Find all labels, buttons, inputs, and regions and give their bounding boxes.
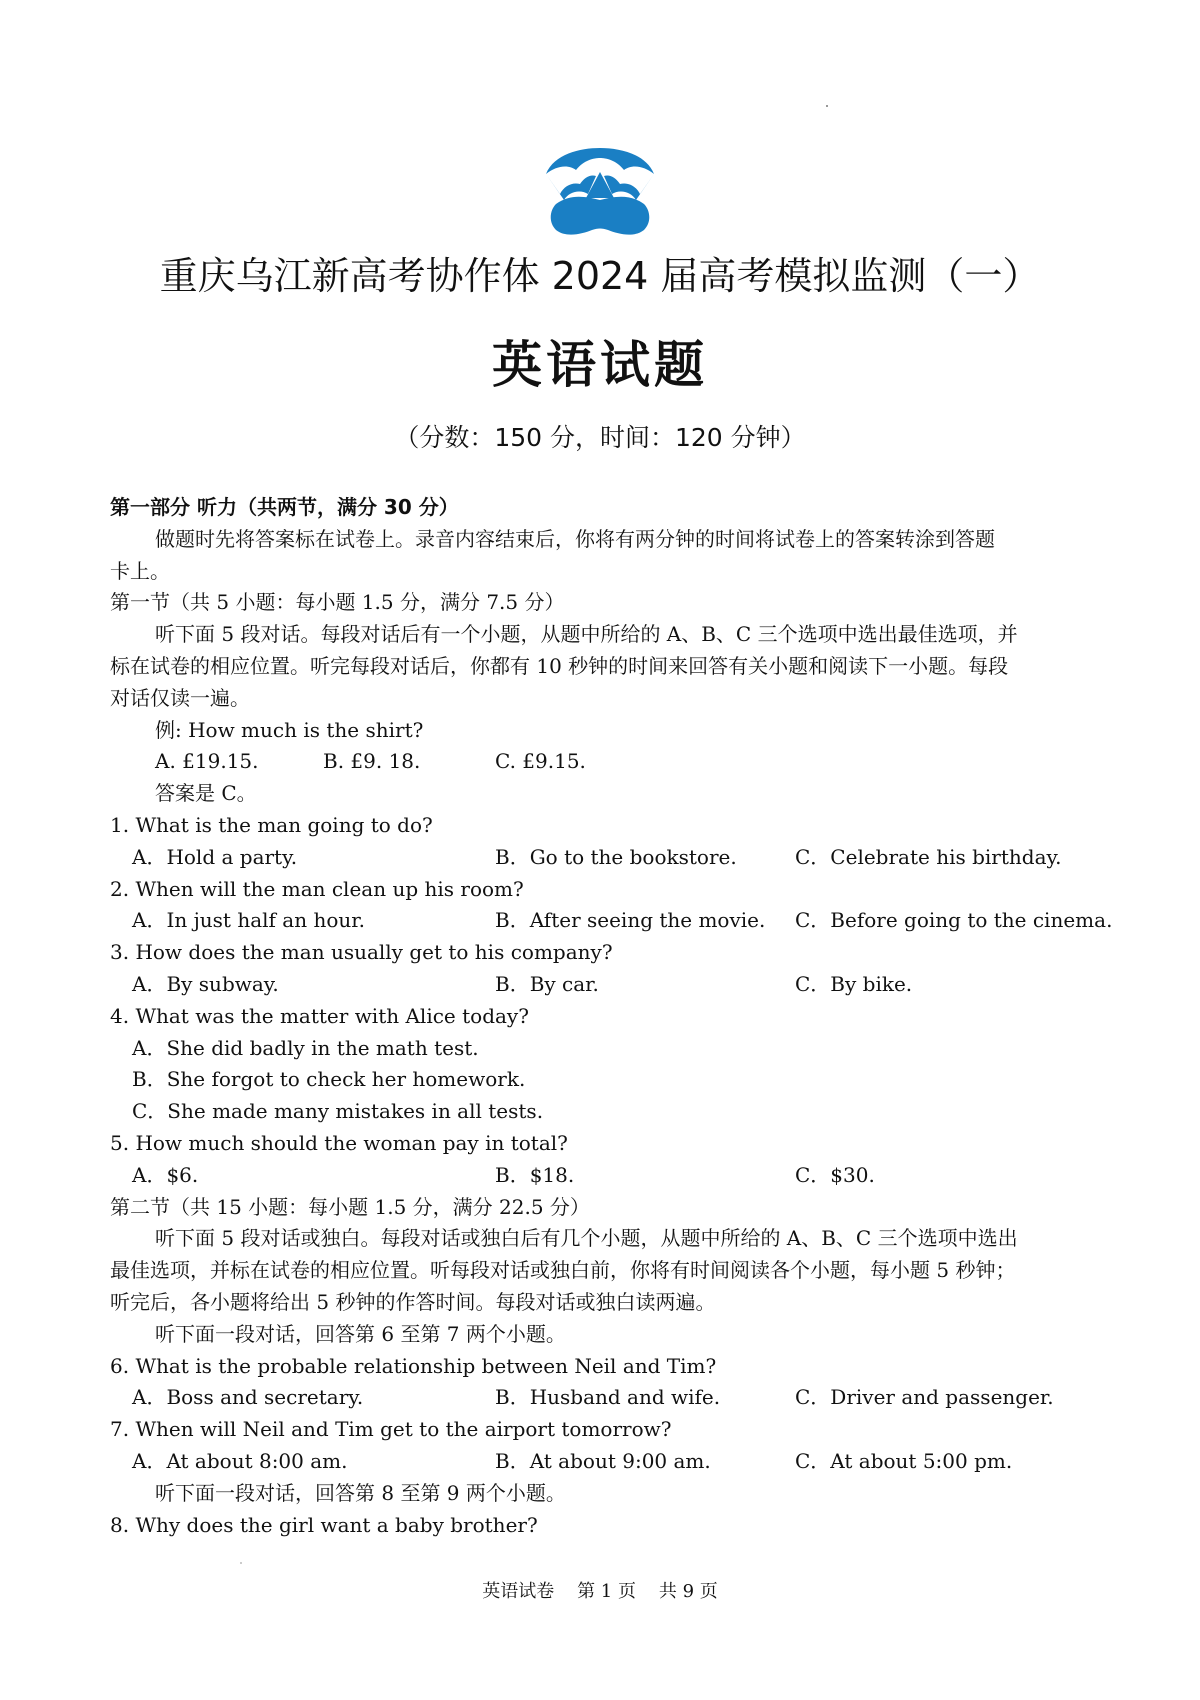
- question-5: 5. How much should the woman pay in total?: [110, 1130, 568, 1155]
- part1-intro: 做题时先将答案标在试卷上。录音内容结束后，你将有两分钟的时间将试卷上的答案转涂到答题: [155, 526, 995, 551]
- example-options: [110, 746, 1100, 778]
- q1-option-a: A．Hold a party.: [132, 844, 298, 869]
- q4-option-a: A．She did badly in the math test.: [132, 1035, 479, 1060]
- q4-option-b: B．She forgot to check her homework.: [132, 1067, 526, 1092]
- q5-option-a: A．$6.: [132, 1162, 199, 1187]
- exam-content: [110, 492, 1113, 1541]
- section1-instructions: 听下面 5 段对话。每段对话后有一个小题，从题中所给的 A、B、C 三个选项中选出最佳选项，并: [155, 622, 1018, 647]
- question-6: 6. What is the probable relationship between Neil and Tim?: [110, 1353, 717, 1378]
- q7-option-a: A．At about 8:00 am.: [132, 1448, 348, 1473]
- example-answer: 答案是 C。: [155, 781, 257, 806]
- question-7: 7. When will Neil and Tim get to the airport tomorrow?: [110, 1417, 672, 1442]
- dialogue-intro-6-7: 听下面一段对话，回答第 6 至第 7 两个小题。: [155, 1321, 566, 1346]
- part1-intro-cont: 卡上。: [110, 558, 170, 583]
- question-2: 2. When will the man clean up his room?: [110, 876, 524, 901]
- question-6-options: [110, 1382, 1100, 1414]
- q2-option-a: A．In just half an hour.: [132, 908, 365, 933]
- score-time-info: （分数：150 分，时间：120 分钟）: [394, 423, 806, 452]
- section1-instructions-cont: 标在试卷的相应位置。听完每段对话后，你都有 10 秒钟的时间来回答有关小题和阅读下一小题。每段: [110, 653, 1009, 678]
- q4-option-c: C．She made many mistakes in all tests.: [132, 1099, 544, 1124]
- q7-option-c: C．At about 5:00 pm.: [795, 1448, 1013, 1473]
- question-1-options: [110, 842, 1100, 874]
- question-4: 4. What was the matter with Alice today?: [110, 1003, 529, 1028]
- q1-option-b: B．Go to the bookstore.: [495, 844, 737, 869]
- q5-option-b: B．$18.: [495, 1162, 575, 1187]
- question-8: 8. Why does the girl want a baby brother?: [110, 1512, 538, 1537]
- q3-option-c: C．By bike.: [795, 971, 913, 996]
- example-option-a: A. £19.15.: [155, 749, 259, 774]
- q3-option-a: A．By subway.: [132, 971, 279, 996]
- q6-option-b: B．Husband and wife.: [495, 1385, 721, 1410]
- example-option-b: B. £9. 18.: [323, 749, 421, 774]
- dialogue-intro-8-9: 听下面一段对话，回答第 8 至第 9 两个小题。: [155, 1480, 566, 1505]
- section2-instructions-end: 听完后，各小题将给出 5 秒钟的作答时间。每段对话或独白读两遍。: [110, 1289, 716, 1314]
- part1-heading: 第一部分 听力（共两节，满分 30 分）: [110, 495, 459, 519]
- subject-title: 英语试题: [492, 336, 708, 394]
- example-option-c: C. £9.15.: [495, 749, 586, 774]
- q2-option-c: C．Before going to the cinema.: [795, 908, 1113, 933]
- q2-option-b: B．After seeing the movie.: [495, 908, 766, 933]
- section2-heading: 第二节（共 15 小题：每小题 1.5 分，满分 22.5 分）: [110, 1194, 590, 1219]
- q6-option-c: C．Driver and passenger.: [795, 1385, 1054, 1410]
- q7-option-b: B．At about 9:00 am.: [495, 1448, 711, 1473]
- question-1: 1. What is the man going to do?: [110, 812, 433, 837]
- example-question: 例: How much is the shirt?: [155, 717, 424, 742]
- question-7-options: [110, 1446, 1100, 1478]
- q5-option-c: C．$30.: [795, 1162, 875, 1187]
- section1-heading: 第一节（共 5 小题：每小题 1.5 分，满分 7.5 分）: [110, 590, 565, 615]
- section2-instructions: 听下面 5 段对话或独白。每段对话或独白后有几个小题，从题中所给的 A、B、C 三个选项中选出: [155, 1226, 1018, 1251]
- exam-title: 重庆乌江新高考协作体 2024 届高考模拟监测（一）: [159, 254, 1041, 298]
- speck-bottom: [240, 1562, 242, 1564]
- section1-instructions-end: 对话仅读一遍。: [110, 685, 250, 710]
- question-3: 3. How does the man usually get to his company?: [110, 940, 613, 965]
- question-3-options: [110, 969, 1100, 1001]
- question-5-options: [110, 1160, 1100, 1192]
- page-footer: 英语试卷 第 1 页 共 9 页: [482, 1581, 718, 1602]
- q6-option-a: A．Boss and secretary.: [132, 1385, 364, 1410]
- speck-top: [826, 105, 828, 107]
- question-2-options: [110, 905, 1113, 937]
- q1-option-c: C．Celebrate his birthday.: [795, 844, 1062, 869]
- q3-option-b: B．By car.: [495, 971, 599, 996]
- logo-icon: [540, 148, 660, 238]
- section2-instructions-cont: 最佳选项，并标在试卷的相应位置。听每段对话或独白前，你将有时间阅读各个小题，每小题 5 秒钟；: [110, 1258, 1016, 1283]
